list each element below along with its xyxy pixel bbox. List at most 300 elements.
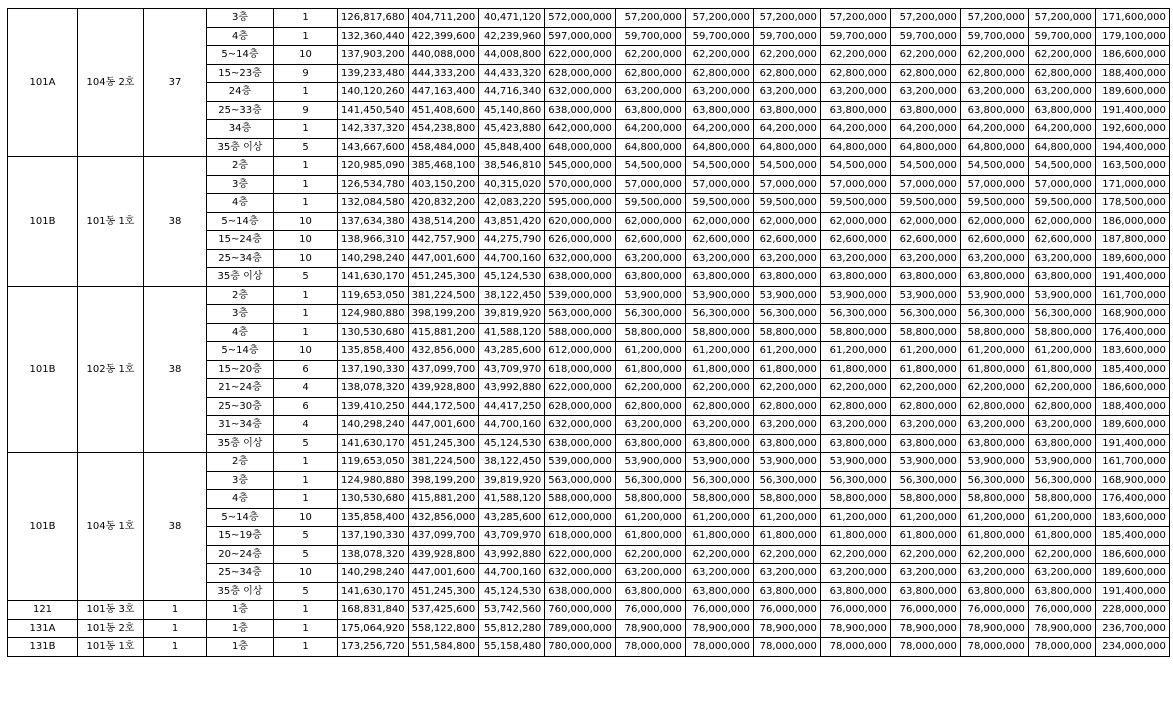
interim-1-cell: 56,300,000 [685, 471, 753, 490]
interim-2-cell: 63,800,000 [753, 582, 820, 601]
interim-3-cell: 63,800,000 [820, 434, 890, 453]
interim-4-cell: 59,700,000 [890, 27, 960, 46]
building-cost-cell: 444,333,200 [408, 64, 479, 83]
land-cost-cell: 140,120,260 [338, 83, 409, 102]
contract-deposit-cell: 61,800,000 [615, 360, 685, 379]
interim-3-cell: 63,800,000 [820, 582, 890, 601]
dong-ho-cell: 102동 1호 [78, 286, 144, 453]
floor-cell: 5~14층 [207, 212, 274, 231]
interim-3-cell: 64,800,000 [820, 138, 890, 157]
interim-2-cell: 61,200,000 [753, 342, 820, 361]
vat-cell: 43,992,880 [479, 545, 545, 564]
floor-cell: 2층 [207, 157, 274, 176]
contract-deposit-cell: 59,500,000 [615, 194, 685, 213]
interim-2-cell: 56,300,000 [753, 471, 820, 490]
interim-6-cell: 57,200,000 [1028, 9, 1095, 28]
floor-cell: 25~33층 [207, 101, 274, 120]
total-units-cell: 1 [144, 619, 207, 638]
interim-4-cell: 57,000,000 [890, 175, 960, 194]
households-cell: 9 [274, 101, 338, 120]
interim-2-cell: 54,500,000 [753, 157, 820, 176]
interim-2-cell: 53,900,000 [753, 286, 820, 305]
interim-5-cell: 58,800,000 [960, 323, 1028, 342]
interim-5-cell: 63,800,000 [960, 582, 1028, 601]
land-cost-cell: 175,064,920 [338, 619, 409, 638]
floor-cell: 15~19층 [207, 527, 274, 546]
contract-deposit-cell: 59,700,000 [615, 27, 685, 46]
interim-5-cell: 53,900,000 [960, 453, 1028, 472]
interim-1-cell: 59,700,000 [685, 27, 753, 46]
interim-5-cell: 57,200,000 [960, 9, 1028, 28]
total-units-cell: 1 [144, 601, 207, 620]
households-cell: 5 [274, 527, 338, 546]
interim-4-cell: 53,900,000 [890, 286, 960, 305]
total-price-cell: 622,000,000 [545, 545, 616, 564]
vat-cell: 39,819,920 [479, 471, 545, 490]
building-cost-cell: 403,150,200 [408, 175, 479, 194]
interim-2-cell: 62,200,000 [753, 46, 820, 65]
land-cost-cell: 137,634,380 [338, 212, 409, 231]
total-price-cell: 588,000,000 [545, 490, 616, 509]
interim-4-cell: 63,800,000 [890, 268, 960, 287]
contract-deposit-cell: 78,900,000 [615, 619, 685, 638]
total-price-cell: 545,000,000 [545, 157, 616, 176]
table-row [8, 619, 1170, 638]
dong-ho-cell: 101동 1호 [78, 157, 144, 287]
total-price-cell: 618,000,000 [545, 360, 616, 379]
interim-4-cell: 62,200,000 [890, 379, 960, 398]
total-price-cell: 642,000,000 [545, 120, 616, 139]
contract-deposit-cell: 57,200,000 [615, 9, 685, 28]
contract-deposit-cell: 53,900,000 [615, 286, 685, 305]
floor-cell: 1층 [207, 619, 274, 638]
interim-4-cell: 56,300,000 [890, 471, 960, 490]
price-table-body [8, 9, 1170, 657]
interim-6-cell: 56,300,000 [1028, 305, 1095, 324]
interim-6-cell: 62,600,000 [1028, 231, 1095, 250]
interim-2-cell: 64,800,000 [753, 138, 820, 157]
vat-cell: 53,742,560 [479, 601, 545, 620]
balance-cell: 176,400,000 [1095, 490, 1169, 509]
interim-1-cell: 58,800,000 [685, 323, 753, 342]
interim-6-cell: 62,200,000 [1028, 545, 1095, 564]
interim-5-cell: 64,800,000 [960, 138, 1028, 157]
total-price-cell: 638,000,000 [545, 582, 616, 601]
table-row [8, 638, 1170, 657]
interim-6-cell: 63,200,000 [1028, 564, 1095, 583]
land-cost-cell: 137,903,200 [338, 46, 409, 65]
interim-4-cell: 62,800,000 [890, 397, 960, 416]
interim-1-cell: 61,200,000 [685, 508, 753, 527]
contract-deposit-cell: 58,800,000 [615, 323, 685, 342]
total-units-cell: 1 [144, 638, 207, 657]
interim-4-cell: 76,000,000 [890, 601, 960, 620]
households-cell: 1 [274, 194, 338, 213]
floor-cell: 20~24층 [207, 545, 274, 564]
interim-1-cell: 64,800,000 [685, 138, 753, 157]
interim-3-cell: 64,200,000 [820, 120, 890, 139]
households-cell: 1 [274, 453, 338, 472]
contract-deposit-cell: 63,200,000 [615, 416, 685, 435]
land-cost-cell: 132,084,580 [338, 194, 409, 213]
total-price-cell: 618,000,000 [545, 527, 616, 546]
interim-2-cell: 59,700,000 [753, 27, 820, 46]
balance-cell: 186,600,000 [1095, 545, 1169, 564]
building-cost-cell: 398,199,200 [408, 471, 479, 490]
interim-3-cell: 56,300,000 [820, 471, 890, 490]
balance-cell: 186,000,000 [1095, 212, 1169, 231]
interim-1-cell: 59,500,000 [685, 194, 753, 213]
balance-cell: 163,500,000 [1095, 157, 1169, 176]
interim-5-cell: 63,800,000 [960, 268, 1028, 287]
interim-1-cell: 62,000,000 [685, 212, 753, 231]
interim-5-cell: 62,800,000 [960, 64, 1028, 83]
interim-1-cell: 54,500,000 [685, 157, 753, 176]
land-cost-cell: 138,966,310 [338, 231, 409, 250]
land-cost-cell: 142,337,320 [338, 120, 409, 139]
balance-cell: 228,000,000 [1095, 601, 1169, 620]
vat-cell: 45,423,880 [479, 120, 545, 139]
land-cost-cell: 168,831,840 [338, 601, 409, 620]
interim-5-cell: 61,200,000 [960, 508, 1028, 527]
households-cell: 6 [274, 397, 338, 416]
dong-ho-cell: 101동 3호 [78, 601, 144, 620]
interim-2-cell: 63,800,000 [753, 434, 820, 453]
households-cell: 10 [274, 342, 338, 361]
building-cost-cell: 385,468,100 [408, 157, 479, 176]
vat-cell: 44,700,160 [479, 416, 545, 435]
land-cost-cell: 173,256,720 [338, 638, 409, 657]
contract-deposit-cell: 63,800,000 [615, 268, 685, 287]
interim-5-cell: 61,800,000 [960, 527, 1028, 546]
building-cost-cell: 420,832,200 [408, 194, 479, 213]
total-price-cell: 622,000,000 [545, 46, 616, 65]
building-cost-cell: 451,245,300 [408, 434, 479, 453]
floor-cell: 15~23층 [207, 64, 274, 83]
contract-deposit-cell: 62,600,000 [615, 231, 685, 250]
land-cost-cell: 140,298,240 [338, 564, 409, 583]
households-cell: 10 [274, 508, 338, 527]
contract-deposit-cell: 62,200,000 [615, 545, 685, 564]
vat-cell: 43,285,600 [479, 508, 545, 527]
interim-4-cell: 54,500,000 [890, 157, 960, 176]
building-cost-cell: 447,163,400 [408, 83, 479, 102]
total-price-cell: 595,000,000 [545, 194, 616, 213]
interim-5-cell: 53,900,000 [960, 286, 1028, 305]
households-cell: 1 [274, 619, 338, 638]
total-price-cell: 632,000,000 [545, 249, 616, 268]
land-cost-cell: 143,667,600 [338, 138, 409, 157]
balance-cell: 236,700,000 [1095, 619, 1169, 638]
households-cell: 5 [274, 268, 338, 287]
interim-3-cell: 62,800,000 [820, 64, 890, 83]
interim-2-cell: 61,200,000 [753, 508, 820, 527]
interim-6-cell: 59,500,000 [1028, 194, 1095, 213]
interim-4-cell: 78,000,000 [890, 638, 960, 657]
households-cell: 1 [274, 83, 338, 102]
land-cost-cell: 130,530,680 [338, 323, 409, 342]
floor-cell: 2층 [207, 286, 274, 305]
households-cell: 1 [274, 27, 338, 46]
vat-cell: 38,122,450 [479, 286, 545, 305]
households-cell: 4 [274, 379, 338, 398]
floor-cell: 4층 [207, 27, 274, 46]
interim-4-cell: 63,200,000 [890, 83, 960, 102]
balance-cell: 161,700,000 [1095, 286, 1169, 305]
interim-1-cell: 53,900,000 [685, 286, 753, 305]
interim-4-cell: 63,800,000 [890, 434, 960, 453]
land-cost-cell: 124,980,880 [338, 471, 409, 490]
interim-4-cell: 57,200,000 [890, 9, 960, 28]
interim-4-cell: 63,200,000 [890, 416, 960, 435]
interim-4-cell: 59,500,000 [890, 194, 960, 213]
interim-2-cell: 62,600,000 [753, 231, 820, 250]
interim-3-cell: 63,200,000 [820, 416, 890, 435]
balance-cell: 192,600,000 [1095, 120, 1169, 139]
households-cell: 5 [274, 545, 338, 564]
floor-cell: 3층 [207, 9, 274, 28]
total-price-cell: 597,000,000 [545, 27, 616, 46]
floor-cell: 5~14층 [207, 508, 274, 527]
unit-type-cell: 101A [8, 9, 78, 157]
balance-cell: 183,600,000 [1095, 342, 1169, 361]
interim-3-cell: 58,800,000 [820, 323, 890, 342]
interim-6-cell: 62,800,000 [1028, 397, 1095, 416]
balance-cell: 176,400,000 [1095, 323, 1169, 342]
building-cost-cell: 447,001,600 [408, 564, 479, 583]
building-cost-cell: 432,856,000 [408, 508, 479, 527]
interim-2-cell: 62,200,000 [753, 545, 820, 564]
building-cost-cell: 415,881,200 [408, 490, 479, 509]
interim-1-cell: 63,200,000 [685, 564, 753, 583]
table-row [8, 157, 1170, 176]
building-cost-cell: 438,514,200 [408, 212, 479, 231]
interim-3-cell: 57,200,000 [820, 9, 890, 28]
total-price-cell: 789,000,000 [545, 619, 616, 638]
vat-cell: 44,433,320 [479, 64, 545, 83]
interim-3-cell: 63,200,000 [820, 83, 890, 102]
households-cell: 1 [274, 120, 338, 139]
interim-6-cell: 64,200,000 [1028, 120, 1095, 139]
households-cell: 1 [274, 323, 338, 342]
interim-5-cell: 54,500,000 [960, 157, 1028, 176]
balance-cell: 191,400,000 [1095, 582, 1169, 601]
total-price-cell: 622,000,000 [545, 379, 616, 398]
interim-5-cell: 62,600,000 [960, 231, 1028, 250]
floor-cell: 35층 이상 [207, 138, 274, 157]
building-cost-cell: 381,224,500 [408, 286, 479, 305]
interim-6-cell: 59,700,000 [1028, 27, 1095, 46]
interim-4-cell: 62,200,000 [890, 46, 960, 65]
interim-4-cell: 61,800,000 [890, 360, 960, 379]
vat-cell: 39,819,920 [479, 305, 545, 324]
interim-5-cell: 56,300,000 [960, 305, 1028, 324]
building-cost-cell: 439,928,800 [408, 379, 479, 398]
contract-deposit-cell: 63,200,000 [615, 564, 685, 583]
land-cost-cell: 139,410,250 [338, 397, 409, 416]
unit-type-cell: 121 [8, 601, 78, 620]
interim-1-cell: 62,600,000 [685, 231, 753, 250]
interim-5-cell: 64,200,000 [960, 120, 1028, 139]
vat-cell: 42,239,960 [479, 27, 545, 46]
total-price-cell: 632,000,000 [545, 83, 616, 102]
building-cost-cell: 444,172,500 [408, 397, 479, 416]
total-price-cell: 539,000,000 [545, 286, 616, 305]
building-cost-cell: 432,856,000 [408, 342, 479, 361]
interim-1-cell: 63,200,000 [685, 249, 753, 268]
land-cost-cell: 137,190,330 [338, 527, 409, 546]
interim-1-cell: 78,900,000 [685, 619, 753, 638]
interim-3-cell: 78,900,000 [820, 619, 890, 638]
vat-cell: 44,700,160 [479, 564, 545, 583]
building-cost-cell: 447,001,600 [408, 249, 479, 268]
land-cost-cell: 140,298,240 [338, 416, 409, 435]
total-price-cell: 612,000,000 [545, 342, 616, 361]
households-cell: 9 [274, 64, 338, 83]
balance-cell: 189,600,000 [1095, 83, 1169, 102]
balance-cell: 189,600,000 [1095, 564, 1169, 583]
interim-4-cell: 62,000,000 [890, 212, 960, 231]
interim-4-cell: 53,900,000 [890, 453, 960, 472]
interim-2-cell: 78,000,000 [753, 638, 820, 657]
dong-ho-cell: 104동 2호 [78, 9, 144, 157]
dong-ho-cell: 104동 1호 [78, 453, 144, 601]
floor-cell: 24층 [207, 83, 274, 102]
table-row [8, 9, 1170, 28]
floor-cell: 25~30층 [207, 397, 274, 416]
interim-5-cell: 78,900,000 [960, 619, 1028, 638]
vat-cell: 45,124,530 [479, 268, 545, 287]
land-cost-cell: 140,298,240 [338, 249, 409, 268]
vat-cell: 43,285,600 [479, 342, 545, 361]
interim-2-cell: 57,000,000 [753, 175, 820, 194]
interim-1-cell: 63,800,000 [685, 582, 753, 601]
interim-1-cell: 61,800,000 [685, 527, 753, 546]
balance-cell: 183,600,000 [1095, 508, 1169, 527]
contract-deposit-cell: 61,800,000 [615, 527, 685, 546]
balance-cell: 185,400,000 [1095, 527, 1169, 546]
building-cost-cell: 439,928,800 [408, 545, 479, 564]
interim-2-cell: 63,800,000 [753, 268, 820, 287]
interim-2-cell: 53,900,000 [753, 453, 820, 472]
interim-2-cell: 62,800,000 [753, 64, 820, 83]
balance-cell: 191,400,000 [1095, 101, 1169, 120]
interim-3-cell: 59,500,000 [820, 194, 890, 213]
vat-cell: 45,124,530 [479, 582, 545, 601]
contract-deposit-cell: 62,000,000 [615, 212, 685, 231]
vat-cell: 44,716,340 [479, 83, 545, 102]
interim-5-cell: 59,500,000 [960, 194, 1028, 213]
interim-6-cell: 58,800,000 [1028, 323, 1095, 342]
land-cost-cell: 135,858,400 [338, 342, 409, 361]
interim-4-cell: 63,800,000 [890, 582, 960, 601]
contract-deposit-cell: 64,200,000 [615, 120, 685, 139]
interim-3-cell: 56,300,000 [820, 305, 890, 324]
balance-cell: 168,900,000 [1095, 305, 1169, 324]
balance-cell: 194,400,000 [1095, 138, 1169, 157]
land-cost-cell: 137,190,330 [338, 360, 409, 379]
total-price-cell: 626,000,000 [545, 231, 616, 250]
interim-3-cell: 61,200,000 [820, 508, 890, 527]
interim-6-cell: 78,900,000 [1028, 619, 1095, 638]
building-cost-cell: 422,399,600 [408, 27, 479, 46]
interim-3-cell: 62,200,000 [820, 46, 890, 65]
interim-3-cell: 54,500,000 [820, 157, 890, 176]
interim-5-cell: 63,800,000 [960, 434, 1028, 453]
contract-deposit-cell: 63,800,000 [615, 434, 685, 453]
unit-type-cell: 131A [8, 619, 78, 638]
dong-ho-cell: 101동 1호 [78, 638, 144, 657]
interim-1-cell: 62,200,000 [685, 379, 753, 398]
vat-cell: 44,008,800 [479, 46, 545, 65]
contract-deposit-cell: 64,800,000 [615, 138, 685, 157]
floor-cell: 15~20층 [207, 360, 274, 379]
interim-6-cell: 62,000,000 [1028, 212, 1095, 231]
land-cost-cell: 141,630,170 [338, 434, 409, 453]
interim-6-cell: 63,800,000 [1028, 434, 1095, 453]
interim-5-cell: 61,800,000 [960, 360, 1028, 379]
contract-deposit-cell: 63,200,000 [615, 249, 685, 268]
interim-1-cell: 63,800,000 [685, 268, 753, 287]
floor-cell: 25~34층 [207, 564, 274, 583]
total-price-cell: 572,000,000 [545, 9, 616, 28]
total-price-cell: 628,000,000 [545, 397, 616, 416]
households-cell: 1 [274, 286, 338, 305]
interim-2-cell: 63,800,000 [753, 101, 820, 120]
balance-cell: 185,400,000 [1095, 360, 1169, 379]
contract-deposit-cell: 63,200,000 [615, 83, 685, 102]
interim-5-cell: 62,200,000 [960, 545, 1028, 564]
total-price-cell: 638,000,000 [545, 101, 616, 120]
balance-cell: 186,600,000 [1095, 379, 1169, 398]
interim-2-cell: 63,200,000 [753, 416, 820, 435]
contract-deposit-cell: 63,800,000 [615, 582, 685, 601]
interim-6-cell: 64,800,000 [1028, 138, 1095, 157]
interim-2-cell: 63,200,000 [753, 249, 820, 268]
interim-3-cell: 58,800,000 [820, 490, 890, 509]
balance-cell: 179,100,000 [1095, 27, 1169, 46]
total-price-cell: 638,000,000 [545, 268, 616, 287]
interim-1-cell: 58,800,000 [685, 490, 753, 509]
building-cost-cell: 458,484,000 [408, 138, 479, 157]
interim-5-cell: 63,800,000 [960, 101, 1028, 120]
interim-5-cell: 62,000,000 [960, 212, 1028, 231]
floor-cell: 5~14층 [207, 342, 274, 361]
interim-3-cell: 62,200,000 [820, 545, 890, 564]
interim-5-cell: 62,200,000 [960, 379, 1028, 398]
interim-1-cell: 61,800,000 [685, 360, 753, 379]
interim-2-cell: 62,800,000 [753, 397, 820, 416]
floor-cell: 25~34층 [207, 249, 274, 268]
land-cost-cell: 138,078,320 [338, 545, 409, 564]
floor-cell: 1층 [207, 638, 274, 657]
balance-cell: 186,600,000 [1095, 46, 1169, 65]
vat-cell: 43,851,420 [479, 212, 545, 231]
interim-1-cell: 78,000,000 [685, 638, 753, 657]
interim-4-cell: 58,800,000 [890, 490, 960, 509]
vat-cell: 40,471,120 [479, 9, 545, 28]
balance-cell: 189,600,000 [1095, 249, 1169, 268]
interim-2-cell: 58,800,000 [753, 323, 820, 342]
balance-cell: 178,500,000 [1095, 194, 1169, 213]
interim-4-cell: 78,900,000 [890, 619, 960, 638]
contract-deposit-cell: 53,900,000 [615, 453, 685, 472]
building-cost-cell: 558,122,800 [408, 619, 479, 638]
interim-1-cell: 62,800,000 [685, 64, 753, 83]
interim-3-cell: 76,000,000 [820, 601, 890, 620]
building-cost-cell: 381,224,500 [408, 453, 479, 472]
interim-2-cell: 61,800,000 [753, 527, 820, 546]
